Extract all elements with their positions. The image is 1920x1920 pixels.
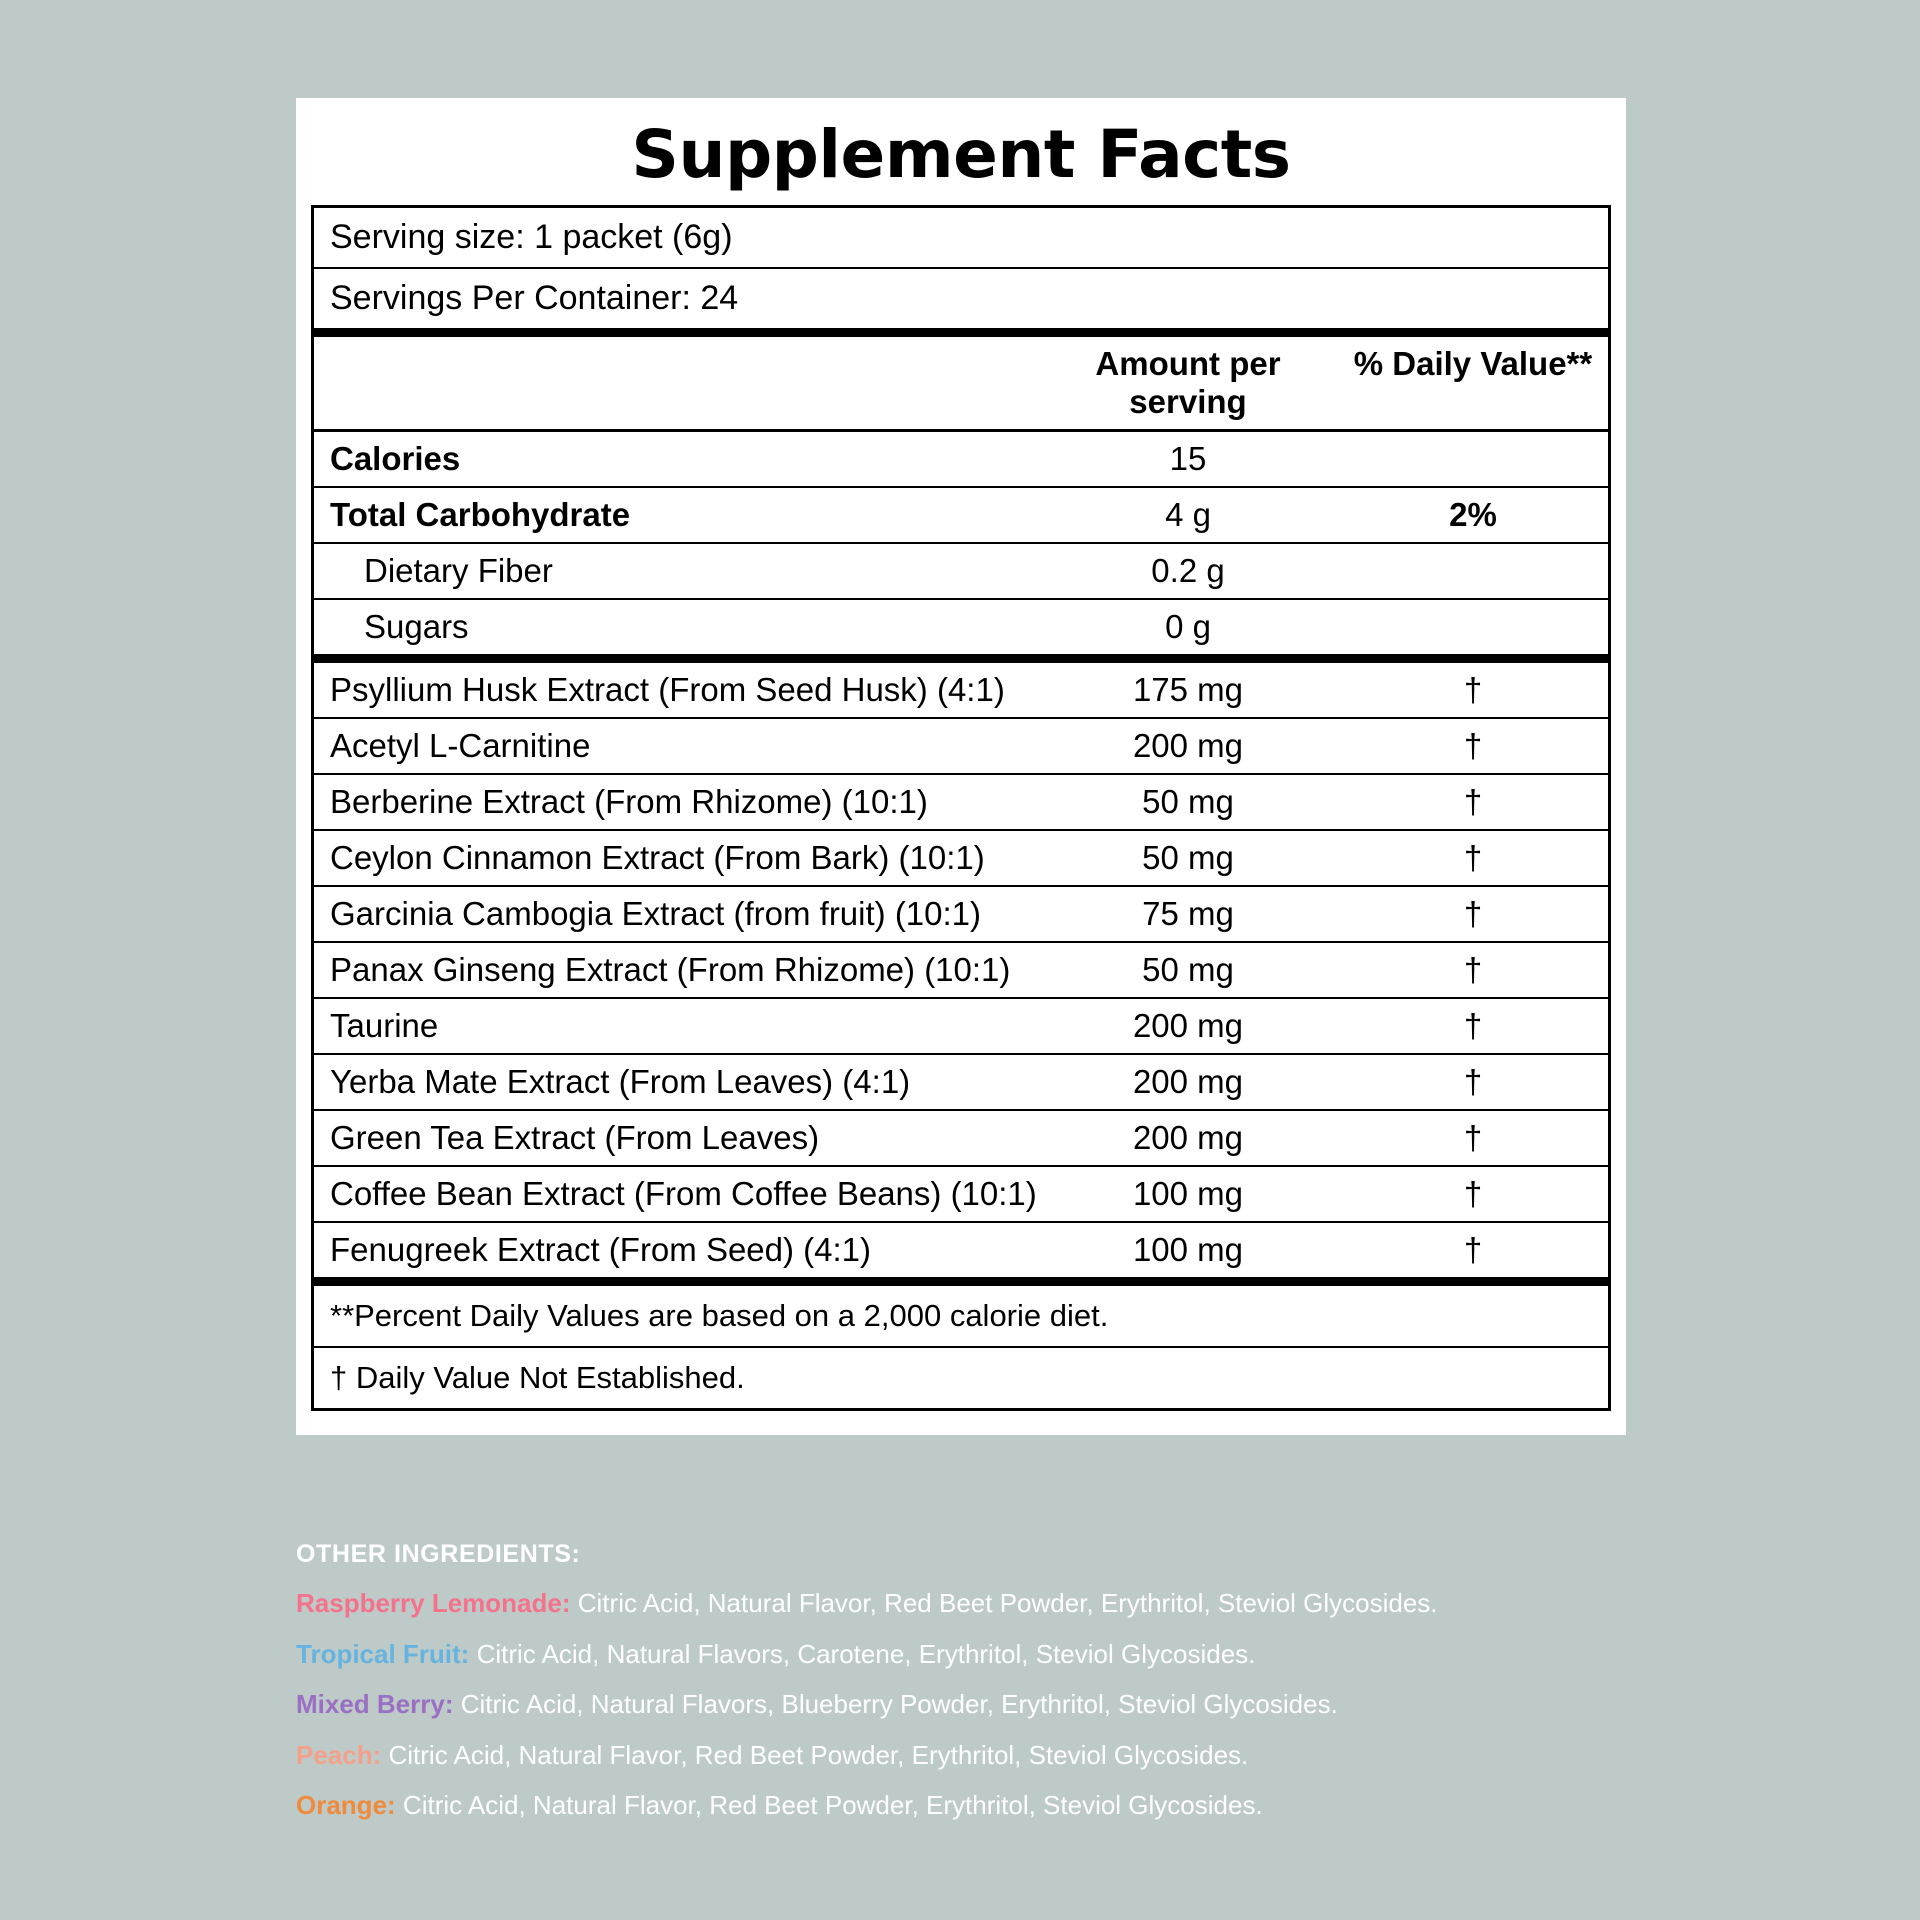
ingredient-name: Taurine [330,1007,439,1044]
footnote-rows [314,1286,1608,1408]
ingredient-name: Fenugreek Extract (From Seed) (4:1) [330,1231,872,1268]
footnote: **Percent Daily Values are based on a 2,000 calorie diet. [314,1286,1608,1348]
flavor-ingredients-text: Citric Acid, Natural Flavors, Carotene, Erythritol, Steviol Glycosides. [469,1638,1256,1669]
ingredient-amount: 200 mg [1132,1119,1244,1156]
ingredient-name: Ceylon Cinnamon Extract (From Bark) (10:1) [330,839,985,876]
ingredient-daily-value: † [1463,783,1483,820]
nutrient-name: Sugars [364,608,469,645]
ingredient-amount: 75 mg [1142,895,1234,932]
ingredient-row [314,663,1608,719]
facts-table [311,205,1611,1411]
nutrient-daily-value [1338,432,1608,486]
ingredient-daily-value: † [1463,727,1483,764]
flavor-name: Tropical Fruit: [296,1638,470,1669]
flavor-ingredients-line [296,1789,1696,1822]
nutrient-daily-value [1338,600,1608,654]
ingredient-daily-value: † [1463,839,1483,876]
nutrient-row [314,544,1608,600]
nutrient-row [314,432,1608,488]
nutrient-rows [314,432,1608,663]
ingredient-rows [314,663,1608,1286]
header-daily-value: % Daily Value** [1353,345,1593,382]
flavor-ingredients-text: Citric Acid, Natural Flavors, Blueberry Powder, Erythritol, Steviol Glycosides. [453,1689,1338,1719]
ingredient-row [314,1111,1608,1167]
nutrient-daily-value: 2% [1449,496,1497,533]
ingredient-row [314,831,1608,887]
page-title: Supplement Facts [631,116,1291,193]
serving-size-row: Serving size: 1 packet (6g) [314,208,1608,269]
ingredient-name: Psyllium Husk Extract (From Seed Husk) (4:1) [330,671,1005,708]
ingredient-name: Garcinia Cambogia Extract (from fruit) (10:1) [330,895,982,932]
nutrient-amount: 0 g [1165,608,1211,645]
ingredient-name: Coffee Bean Extract (From Coffee Beans) (10:1) [330,1175,1037,1212]
servings-per-container-row: Servings Per Container: 24 [314,269,1608,337]
ingredient-row [314,775,1608,831]
ingredient-row [314,999,1608,1055]
ingredient-amount: 100 mg [1132,1175,1244,1212]
flavor-name: Raspberry Lemonade: [296,1588,571,1618]
flavor-name: Peach: [296,1739,382,1770]
ingredient-row [314,1055,1608,1111]
nutrient-amount: 15 [1169,440,1207,477]
ingredient-daily-value: † [1463,1119,1483,1156]
ingredient-row [314,1223,1608,1286]
column-header-row [314,337,1608,432]
ingredient-amount: 175 mg [1132,671,1244,708]
ingredient-name: Green Tea Extract (From Leaves) [330,1119,820,1156]
ingredient-daily-value: † [1463,1063,1483,1100]
ingredient-daily-value: † [1463,1175,1483,1212]
ingredient-row [314,719,1608,775]
flavor-ingredients-text: Citric Acid, Natural Flavor, Red Beet Powder, Erythritol, Steviol Glycosides. [570,1588,1438,1618]
nutrient-amount: 0.2 g [1151,552,1225,589]
nutrient-name: Calories [330,440,461,477]
flavor-ingredients-line [296,1587,1696,1620]
ingredient-row [314,887,1608,943]
ingredient-amount: 200 mg [1132,727,1244,764]
ingredient-amount: 200 mg [1132,1063,1244,1100]
flavor-ingredients-text: Citric Acid, Natural Flavor, Red Beet Powder, Erythritol, Steviol Glycosides. [381,1739,1249,1770]
flavor-ingredients-line [296,1739,1696,1772]
flavor-ingredients-line [296,1688,1696,1721]
nutrient-row [314,600,1608,663]
ingredient-amount: 100 mg [1132,1231,1244,1268]
ingredient-name: Acetyl L-Carnitine [330,727,591,764]
flavor-name: Orange: [296,1790,396,1820]
ingredient-daily-value: † [1463,1007,1483,1044]
ingredient-name: Yerba Mate Extract (From Leaves) (4:1) [330,1063,911,1100]
ingredient-amount: 50 mg [1142,783,1234,820]
other-ingredients-title: OTHER INGREDIENTS: [296,1540,581,1568]
other-ingredients-section [296,1540,1696,1840]
flavor-ingredients-line [296,1638,1696,1671]
header-spacer [314,337,1038,429]
ingredient-amount: 200 mg [1132,1007,1244,1044]
ingredient-amount: 50 mg [1142,951,1234,988]
nutrient-name: Dietary Fiber [364,552,553,589]
ingredient-daily-value: † [1463,951,1483,988]
nutrient-row [314,488,1608,544]
flavor-ingredients-text: Citric Acid, Natural Flavor, Red Beet Powder, Erythritol, Steviol Glycosides. [395,1790,1263,1820]
nutrient-name: Total Carbohydrate [330,496,631,533]
ingredient-daily-value: † [1463,895,1483,932]
ingredient-name: Panax Ginseng Extract (From Rhizome) (10:1) [330,951,1011,988]
footnote: † Daily Value Not Established. [330,1360,745,1395]
ingredient-amount: 50 mg [1142,839,1234,876]
ingredient-daily-value: † [1463,1231,1483,1268]
ingredient-row [314,943,1608,999]
header-amount-per-serving: Amount per serving [1095,345,1281,420]
ingredient-row [314,1167,1608,1223]
nutrient-amount: 4 g [1165,496,1211,533]
ingredient-name: Berberine Extract (From Rhizome) (10:1) [330,783,928,820]
nutrient-daily-value [1338,544,1608,598]
flavor-list [296,1587,1696,1822]
supplement-facts-panel [296,98,1626,1435]
flavor-name: Mixed Berry: [296,1689,454,1719]
ingredient-daily-value: † [1463,671,1483,708]
